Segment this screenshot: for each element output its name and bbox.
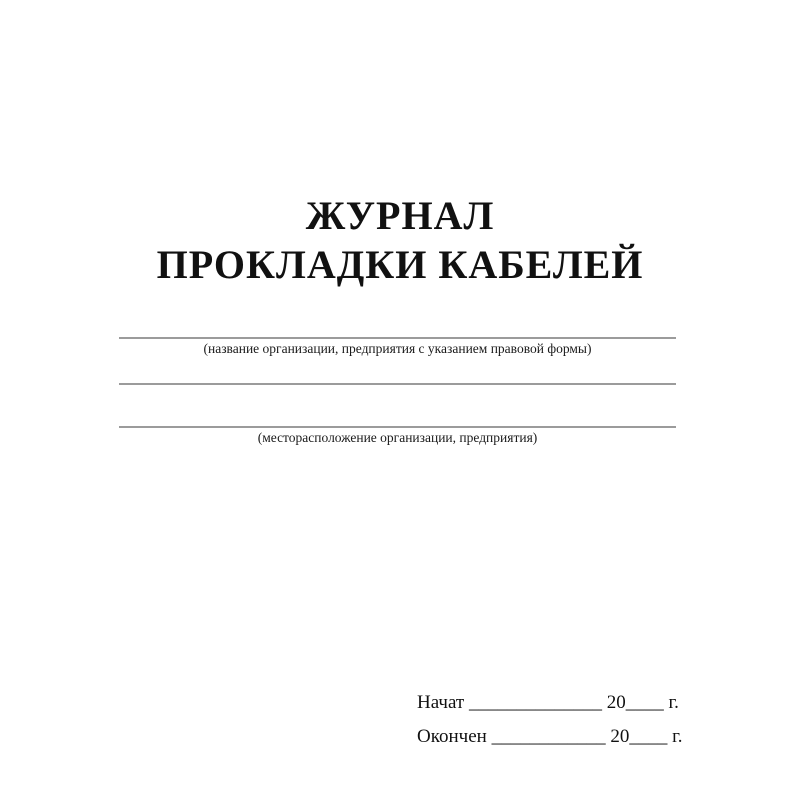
- date-finished-label: Окончен: [417, 726, 487, 747]
- org-name-blank-line: [119, 337, 676, 339]
- date-started-blank-line: ______________: [468, 692, 602, 713]
- date-started-year-blank: ____: [625, 692, 664, 713]
- date-finished-row: [417, 725, 682, 749]
- journal-title-line1: ЖУРНАЛ: [305, 193, 495, 238]
- org-location-blank-line-2: [119, 426, 676, 428]
- journal-title: [0, 191, 800, 289]
- date-started-year: [607, 692, 664, 713]
- date-started-row: [417, 691, 679, 715]
- date-finished-year-prefix: 20: [610, 726, 630, 747]
- date-finished-year: [610, 726, 667, 747]
- date-finished-blank-line: ____________: [491, 726, 606, 747]
- date-finished-year-suffix: г.: [672, 726, 683, 747]
- date-started-year-prefix: 20: [606, 692, 626, 713]
- org-location-caption: (месторасположение организации, предприятия): [257, 430, 538, 445]
- date-started-label: Начат: [417, 692, 465, 713]
- date-started-year-suffix: г.: [668, 692, 679, 713]
- org-location-blank-line-1: [119, 383, 676, 385]
- journal-title-line2: ПРОКЛАДКИ КАБЕЛЕЙ: [156, 242, 644, 287]
- org-name-caption: (название организации, предприятия с указанием правовой формы): [203, 341, 592, 356]
- date-finished-year-blank: ____: [629, 726, 668, 747]
